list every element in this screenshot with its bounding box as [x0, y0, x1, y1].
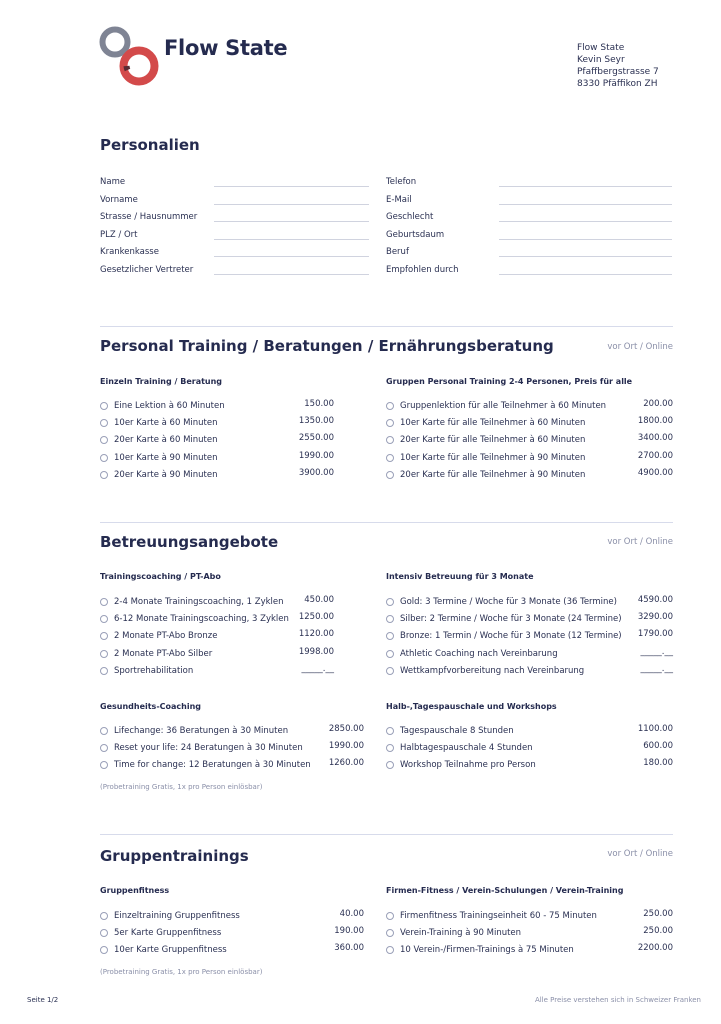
field-input-line[interactable]: [499, 204, 672, 205]
radio-button[interactable]: [386, 761, 394, 769]
option-label: 10er Karte à 90 Minuten: [114, 452, 218, 463]
radio-button[interactable]: [386, 667, 394, 675]
option-row[interactable]: [100, 435, 334, 449]
option-price: 600.00: [643, 741, 673, 752]
field-input-line[interactable]: [499, 256, 672, 257]
option-label: Eine Lektion à 60 Minuten: [114, 401, 225, 411]
flow-state-logo-icon: [99, 26, 161, 88]
radio-button[interactable]: [100, 454, 108, 462]
option-price: 180.00: [643, 758, 673, 769]
option-price: 2200.00: [637, 943, 673, 954]
option-price: 4900.00: [637, 467, 673, 478]
field-input-line[interactable]: [499, 221, 672, 222]
field-label: Krankenkasse: [100, 247, 159, 257]
field-label: Geburtsdaum: [386, 229, 445, 240]
option-row[interactable]: [386, 631, 673, 645]
option-label: 10 Verein-/Firmen-Trainings à 75 Minuten: [400, 945, 574, 956]
option-label: Verein-Training à 90 Minuten: [400, 928, 522, 939]
option-price: 250.00: [643, 909, 673, 919]
betreuung-title: Betreuungsangebote: [100, 533, 279, 551]
option-label: Workshop Teilnahme pro Person: [400, 760, 536, 771]
option-row[interactable]: [386, 614, 673, 628]
option-label: Einzeltraining Gruppenfitness: [114, 911, 240, 921]
column-heading: Trainingscoaching / PT-Abo: [100, 572, 221, 581]
option-row[interactable]: [386, 743, 673, 757]
option-label: Time for change: 12 Beratungen à 30 Minuten: [114, 760, 311, 771]
column-heading: Halb-,Tagespauschale und Workshops: [386, 702, 557, 711]
option-row[interactable]: [386, 450, 673, 467]
option-label: 2 Monate PT-Abo Silber: [114, 648, 213, 659]
field-label: Name: [100, 177, 126, 187]
currency-note: Alle Preise verstehen sich in Schweizer Franken: [534, 996, 701, 1004]
gruppen-title: Gruppentrainings: [100, 847, 249, 865]
option-price: 2550.00: [298, 433, 334, 444]
field-input-line[interactable]: [499, 274, 672, 275]
radio-button[interactable]: [386, 436, 394, 444]
option-price: _____.__: [640, 646, 673, 657]
option-label: Reset your life: 24 Beratungen à 30 Minuten: [114, 743, 303, 754]
column-heading: Firmen-Fitness / Verein-Schulungen / Verein-Training: [386, 886, 624, 895]
radio-button[interactable]: [386, 744, 394, 752]
field-label: Strasse / Hausnummer: [100, 212, 198, 222]
option-row[interactable]: [386, 435, 673, 449]
option-row[interactable]: [100, 401, 334, 415]
option-label: 20er Karte für alle Teilnehmer à 60 Minuten: [400, 435, 586, 446]
option-row[interactable]: [386, 928, 673, 942]
radio-button[interactable]: [100, 667, 108, 675]
radio-button[interactable]: [100, 615, 108, 623]
option-label: 10er Karte à 60 Minuten: [114, 418, 218, 429]
field-label: Gesetzlicher Vertreter: [100, 264, 194, 275]
brand-name: Flow State: [164, 36, 288, 60]
radio-button[interactable]: [386, 650, 394, 658]
address-block: [577, 42, 659, 90]
option-price: 150.00: [304, 399, 334, 409]
option-price: 1800.00: [637, 416, 673, 427]
option-label: Halbtagespauschale 4 Stunden: [400, 743, 533, 754]
radio-button[interactable]: [100, 946, 108, 954]
field-input-line[interactable]: [499, 186, 672, 187]
option-label: Bronze: 1 Termin / Woche für 3 Monate (12 Termine): [400, 631, 622, 642]
option-price: 450.00: [304, 595, 334, 605]
radio-button[interactable]: [100, 402, 108, 410]
radio-button[interactable]: [100, 727, 108, 735]
option-label: Gruppenlektion für alle Teilnehmer à 60 Minuten: [400, 401, 607, 411]
betreuung-mode: vor Ort / Online: [607, 537, 673, 547]
address-line: 8330 Pfäffikon ZH: [577, 79, 658, 89]
option-row[interactable]: [100, 911, 364, 925]
column-heading: Einzeln Training / Beratung: [100, 377, 223, 386]
field-input-line[interactable]: [499, 239, 672, 240]
option-row[interactable]: [386, 945, 673, 959]
option-label: Sportrehabilitation: [114, 665, 194, 676]
probetraining-note: (Probetraining Gratis, 1x pro Person einlösbar): [100, 968, 263, 976]
field-label: Vorname: [100, 194, 138, 205]
address-line: Flow State: [577, 43, 625, 53]
field-label: Empfohlen durch: [386, 264, 459, 275]
radio-button[interactable]: [100, 598, 108, 606]
address-line: Pfaffbergstrasse 7: [577, 67, 659, 77]
radio-button[interactable]: [100, 419, 108, 427]
option-price: 360.00: [334, 943, 364, 954]
option-row[interactable]: [386, 663, 673, 680]
option-row[interactable]: [100, 450, 334, 467]
column-heading: Gruppen Personal Training 2-4 Personen, Preis für alle: [386, 377, 633, 386]
divider: [100, 326, 673, 327]
page-number: Seite 1/2: [27, 996, 59, 1004]
probetraining-note: (Probetraining Gratis, 1x pro Person einlösbar): [100, 783, 263, 791]
radio-button[interactable]: [386, 402, 394, 410]
option-label: 20er Karte à 60 Minuten: [114, 435, 218, 446]
personalien-title: Personalien: [100, 136, 200, 154]
field-label: Telefon: [386, 177, 417, 187]
option-price: 250.00: [643, 926, 673, 937]
option-price: 1250.00: [298, 612, 334, 623]
option-label: 10er Karte Gruppenfitness: [114, 945, 227, 956]
gruppen-mode: vor Ort / Online: [607, 849, 673, 859]
option-row[interactable]: [100, 646, 334, 663]
option-price: _____.__: [640, 663, 673, 674]
option-price: 1990.00: [298, 450, 334, 461]
field-input-line[interactable]: [214, 274, 369, 275]
option-row[interactable]: [100, 597, 334, 611]
field-label: Beruf: [386, 247, 409, 257]
field-input-line[interactable]: [214, 221, 369, 222]
option-row[interactable]: [386, 467, 673, 484]
field-input-line[interactable]: [214, 204, 369, 205]
radio-button[interactable]: [100, 761, 108, 769]
radio-button[interactable]: [386, 912, 394, 920]
option-row[interactable]: [386, 911, 673, 925]
column-heading: Gruppenfitness: [100, 886, 170, 895]
option-price: 3400.00: [637, 433, 673, 444]
option-row[interactable]: [386, 418, 673, 432]
radio-button[interactable]: [386, 471, 394, 479]
option-price: 1100.00: [637, 724, 673, 734]
option-label: 5er Karte Gruppenfitness: [114, 928, 222, 939]
option-row[interactable]: [100, 467, 334, 484]
option-row[interactable]: [100, 663, 334, 680]
option-row[interactable]: [100, 631, 334, 645]
option-label: 20er Karte à 90 Minuten: [114, 469, 218, 480]
field-label: PLZ / Ort: [100, 229, 138, 240]
option-label: Gold: 3 Termine / Woche für 3 Monate (36 Termine): [400, 597, 617, 607]
radio-button[interactable]: [100, 436, 108, 444]
divider: [100, 522, 673, 523]
option-price: 1998.00: [298, 646, 334, 657]
field-input-line[interactable]: [214, 239, 369, 240]
radio-button[interactable]: [100, 650, 108, 658]
field-input-line[interactable]: [214, 186, 369, 187]
option-price: 1790.00: [637, 629, 673, 640]
address-line: Kevin Seyr: [577, 55, 625, 65]
option-label: Athletic Coaching nach Vereinbarung: [400, 648, 558, 659]
option-price: 1260.00: [328, 758, 364, 769]
radio-button[interactable]: [386, 929, 394, 937]
option-price: 4590.00: [637, 595, 673, 605]
radio-button[interactable]: [386, 419, 394, 427]
field-label: E-Mail: [386, 194, 412, 205]
option-price: 3900.00: [298, 467, 334, 478]
option-label: 2 Monate PT-Abo Bronze: [114, 631, 218, 642]
option-row[interactable]: [100, 928, 364, 942]
field-input-line[interactable]: [214, 256, 369, 257]
radio-button[interactable]: [386, 632, 394, 640]
option-price: 190.00: [334, 926, 364, 937]
column-heading: Intensiv Betreuung für 3 Monate: [386, 572, 534, 581]
option-row[interactable]: [100, 418, 334, 432]
option-row[interactable]: [100, 743, 364, 757]
option-row[interactable]: [386, 760, 673, 774]
option-price: 1350.00: [298, 416, 334, 427]
option-row[interactable]: [386, 726, 673, 740]
column-heading: Gesundheits-Coaching: [100, 702, 202, 711]
option-price: 40.00: [339, 909, 364, 919]
pt-title: Personal Training / Beratungen / Ernährungsberatung: [100, 337, 554, 355]
radio-button[interactable]: [100, 912, 108, 920]
radio-button[interactable]: [100, 744, 108, 752]
option-price: 1990.00: [328, 741, 364, 752]
option-label: 10er Karte für alle Teilnehmer à 90 Minuten: [400, 452, 586, 463]
option-label: Firmenfitness Trainingseinheit 60 - 75 Minuten: [400, 911, 597, 921]
pt-mode: vor Ort / Online: [607, 342, 673, 352]
option-price: 2850.00: [328, 724, 364, 734]
option-label: 2-4 Monate Trainingscoaching, 1 Zyklen: [114, 597, 284, 607]
divider: [100, 834, 673, 835]
field-label: Geschlecht: [386, 212, 434, 222]
option-row[interactable]: [386, 646, 673, 663]
option-label: 10er Karte für alle Teilnehmer à 60 Minuten: [400, 418, 586, 429]
radio-button[interactable]: [100, 929, 108, 937]
radio-button[interactable]: [386, 946, 394, 954]
option-row[interactable]: [386, 597, 673, 611]
option-row[interactable]: [100, 726, 364, 740]
option-price: 200.00: [643, 399, 673, 409]
option-price: 3290.00: [637, 612, 673, 623]
option-label: Silber: 2 Termine / Woche für 3 Monate (24 Termine): [400, 614, 622, 625]
radio-button[interactable]: [100, 632, 108, 640]
option-row[interactable]: [100, 945, 364, 959]
option-price: 2700.00: [637, 450, 673, 461]
radio-button[interactable]: [386, 598, 394, 606]
option-row[interactable]: [386, 401, 673, 415]
option-row[interactable]: [100, 760, 364, 774]
option-label: 20er Karte für alle Teilnehmer à 90 Minuten: [400, 469, 586, 480]
option-label: 6-12 Monate Trainingscoaching, 3 Zyklen: [114, 614, 289, 625]
radio-button[interactable]: [386, 727, 394, 735]
option-price: 1120.00: [298, 629, 334, 640]
option-label: Wettkampfvorbereitung nach Vereinbarung: [400, 665, 585, 676]
option-label: Lifechange: 36 Beratungen à 30 Minuten: [114, 726, 289, 736]
option-price: _____.__: [301, 663, 334, 674]
radio-button[interactable]: [386, 615, 394, 623]
radio-button[interactable]: [386, 454, 394, 462]
option-label: Tagespauschale 8 Stunden: [400, 726, 514, 736]
radio-button[interactable]: [100, 471, 108, 479]
option-row[interactable]: [100, 614, 334, 628]
